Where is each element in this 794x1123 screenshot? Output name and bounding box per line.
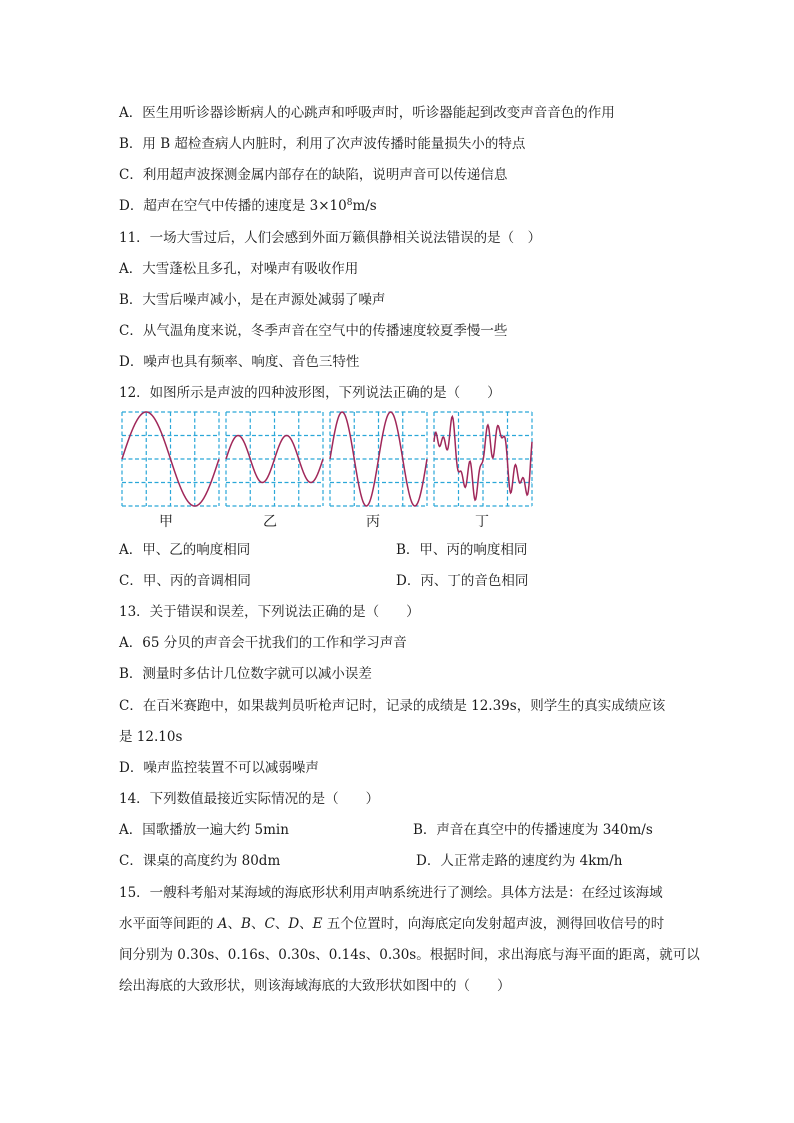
- q10-option-b: B．用 B 超检查病人内脏时，利用了次声波传播时能量损失小的特点: [119, 136, 526, 152]
- wave-ding: [434, 417, 532, 500]
- q13-stem: 13．关于错误和误差，下列说法正确的是（ ）: [119, 604, 420, 620]
- q10-option-d-exponent: 8: [346, 198, 353, 208]
- wave-label-ding: 丁: [475, 514, 489, 530]
- q13-option-b: B．测量时多估计几位数字就可以减小误差: [119, 666, 372, 682]
- q11-stem: 11．一场大雪过后，人们会感到外面万籁俱静相关说法错误的是（ ）: [119, 230, 542, 246]
- point-e: E: [312, 916, 323, 932]
- q10-option-d-unit: m/s: [352, 198, 377, 214]
- q14-option-a: A．国歌播放一遍大约 5min: [119, 822, 289, 838]
- wave-label-yi: 乙: [263, 514, 277, 530]
- q11-option-d: D．噪声也具有频率、响度、音色三特性: [119, 354, 360, 370]
- q15-line3: 间分别为 0.30s、0.16s、0.30s、0.14s、0.30s。根据时间，求出海底与海平面的距离，就可以: [119, 947, 700, 963]
- q10-option-d: [119, 197, 377, 215]
- wave-label-jia: 甲: [159, 514, 173, 530]
- q11-option-c: C．从气温角度来说，冬季声音在空气中的传播速度较夏季慢一些: [119, 323, 508, 339]
- q13-option-d: D．噪声监控装置不可以减弱噪声: [119, 760, 319, 776]
- q14-option-b: B．声音在真空中的传播速度为 340m/s: [413, 822, 653, 838]
- point-c: C: [264, 916, 275, 932]
- q14-stem: 14．下列数值最接近实际情况的是（ ）: [119, 791, 380, 807]
- point-b: B: [241, 916, 251, 932]
- q12-stem: 12．如图所示是声波的四种波形图，下列说法正确的是（ ）: [119, 385, 501, 401]
- q10-option-a: A．医生用听诊器诊断病人的心跳声和呼吸声时，听诊器能起到改变声音音色的作用: [119, 105, 615, 121]
- waveform-grids: [122, 412, 532, 506]
- q10-option-c: C．利用超声波探测金属内部存在的缺陷，说明声音可以传递信息: [119, 167, 508, 183]
- q15-line2: 水平面等间距的 A、B、C、D、E 五个位置时，向海底定向发射超声波，测得回收信号的时: [119, 916, 665, 932]
- q14-option-d: D．人正常走路的速度约为 4km/h: [416, 853, 623, 869]
- q11-option-b: B．大雪后噪声减小，是在声源处减弱了噪声: [119, 292, 386, 308]
- point-a: A: [217, 916, 228, 932]
- q14-option-c: C．课桌的高度约为 80dm: [119, 853, 281, 869]
- waveform-figure: [119, 409, 535, 531]
- q10-option-d-text: D．超声在空气中传播的速度是 3×10: [119, 198, 347, 214]
- q12-option-a: A．甲、乙的响度相同: [119, 542, 251, 558]
- q11-option-a: A．大雪蓬松且多孔，对噪声有吸收作用: [119, 261, 359, 277]
- point-d: D: [288, 916, 300, 932]
- q13-option-c-line1: C．在百米赛跑中，如果裁判员听枪声记时，记录的成绩是 12.39s，则学生的真实成绩应该: [119, 698, 666, 714]
- q15-line2-suffix: 五个位置时，向海底定向发射超声波，测得回收信号的时: [322, 916, 665, 932]
- q12-option-b: B．甲、丙的响度相同: [396, 542, 528, 558]
- q15-line2-prefix: 水平面等间距的: [119, 916, 218, 932]
- q12-option-c: C．甲、丙的音调相同: [119, 573, 251, 589]
- q15-line4: 绘出海底的大致形状，则该海域海底的大致形状如图中的（ ）: [119, 978, 511, 994]
- q13-option-c-line2: 是 12.10s: [119, 729, 183, 745]
- wave-label-bing: 丙: [366, 514, 380, 530]
- q12-option-d: D．丙、丁的音色相同: [396, 573, 529, 589]
- q15-line1: 15．一艘科考船对某海域的海底形状利用声呐系统进行了测绘。具体方法是：在经过该海域: [119, 885, 663, 901]
- q13-option-a: A．65 分贝的声音会干扰我们的工作和学习声音: [119, 635, 407, 651]
